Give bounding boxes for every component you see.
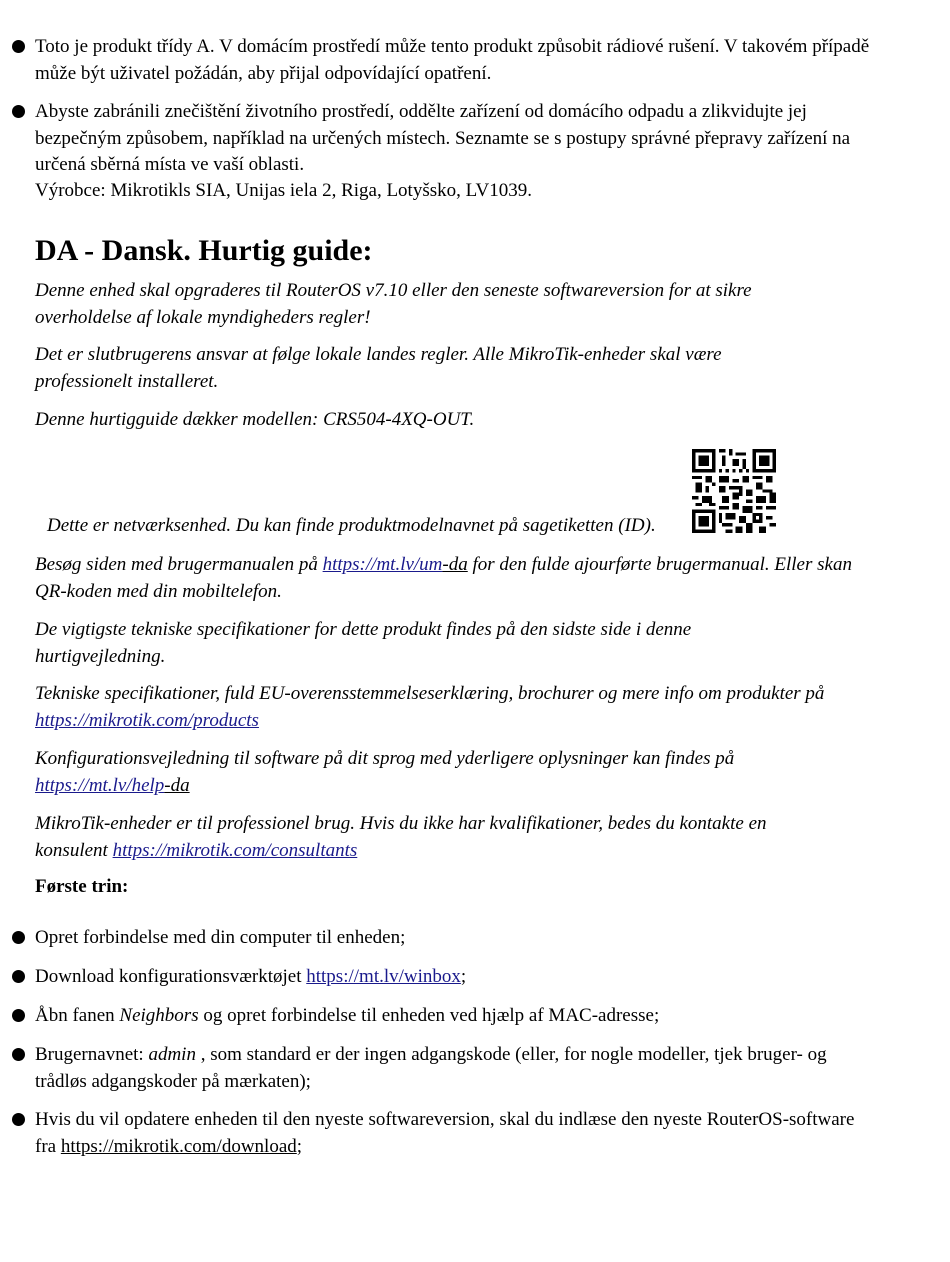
bullet-dot [12, 105, 25, 118]
cz-manufacturer: Výrobce: Mikrotikls SIA, Unijas iela 2, Riga, Lotyšsko, LV1039. [35, 180, 532, 201]
step-username [35, 1042, 855, 1095]
da-heading: DA - Dansk. Hurtig guide: [35, 234, 373, 267]
winbox-link[interactable]: https://mt.lv/winbox [306, 966, 461, 987]
help-link-suffix[interactable]: -da [164, 774, 190, 796]
da-manual-paragraph [35, 552, 865, 605]
products-text: Tekniske specifikationer, fuld EU-overensstemmelseserklæring, brochurer og mere info om produkter på [35, 683, 825, 704]
da-device-notice: Dette er netværksenhed. Du kan finde produktmodelnavnet på sagetiketten (ID). [47, 515, 656, 536]
cz-disposal-notice: Abyste zabránili znečištění životního prostředí, oddělte zařízení od domácího odpadu a zlikvidujte jej bezpečným způsobem, například na určených místech. Seznamte se s postupy správné přepravy zařízení na určená sběrná místa ve vaší oblasti. [35, 101, 851, 175]
download-link[interactable]: https://mikrotik.com/download [60, 1135, 297, 1157]
bullet-dot [12, 931, 25, 944]
first-steps-heading: Første trin: [35, 876, 129, 897]
step-upgrade-text: Hvis du vil opdatere enheden til den nyeste softwareversion, skal du indlæse den nyeste RouterOS-software fra [35, 1109, 855, 1157]
da-specs-notice: De vigtigste tekniske specifikationer for dette produkt findes på den sidste side i denne hurtigvejledning. [35, 619, 692, 667]
manual-link-suffix[interactable]: -da [442, 554, 468, 575]
step-upgrade-punct: ; [296, 1135, 303, 1157]
bullet-dot [12, 40, 25, 53]
step-connect: Opret forbindelse med din computer til enheden; [35, 927, 406, 948]
bullet-dot [12, 970, 25, 983]
step-username-post: , som standard er der ingen adgangskode (eller, for nogle modeller, tjek bruger- og trådløs adgangskoder på mærkaten); [35, 1044, 827, 1092]
da-consultant-paragraph [35, 811, 835, 864]
step-neighbors-post: og opret forbindelse til enheden ved hjælp af MAC-adresse; [203, 1005, 660, 1026]
admin-term: admin [148, 1044, 196, 1065]
cz-class-a-notice: Toto je produkt třídy A. V domácím prostředí může tento produkt způsobit rádiové rušení. V takovém případě může být uživatel požádán, aby přijal odpovídající opatření. [35, 36, 870, 84]
consult-text: MikroTik-enheder er til professionel brug. Hvis du ikke har kvalifikationer, bedes du kontakte en konsulent [35, 813, 767, 861]
help-text: Konfigurationsvejledning til software på dit sprog med yderligere oplysninger kan findes på [35, 748, 735, 769]
step-upgrade [35, 1107, 855, 1160]
help-link[interactable]: https://mt.lv/help [35, 774, 165, 796]
products-link[interactable]: https://mikrotik.com/products [35, 709, 259, 731]
step-neighbors [35, 1003, 875, 1030]
step-neighbors-text: Åbn fanen [35, 1005, 115, 1026]
bullet-dot [12, 1009, 25, 1022]
step-download [35, 964, 875, 991]
neighbors-term: Neighbors [119, 1005, 199, 1026]
consultants-link[interactable]: https://mikrotik.com/consultants [112, 839, 358, 861]
step-download-punct: ; [460, 966, 467, 987]
step-download-text: Download konfigurationsværktøjet [35, 966, 302, 987]
da-responsibility-notice: Det er slutbrugerens ansvar at følge lokale landes regler. Alle MikroTik-enheder skal være professionelt installeret. [35, 344, 722, 392]
da-model-notice: Denne hurtigguide dækker modellen: CRS504-4XQ-OUT. [35, 409, 475, 430]
manual-post-text: for den fulde ajourførte brugermanual. Eller skan QR-koden med din mobiltelefon. [35, 554, 852, 602]
da-help-paragraph [35, 746, 765, 799]
manual-text: Besøg siden med brugermanualen på [35, 554, 318, 575]
da-upgrade-notice: Denne enhed skal opgraderes til RouterOS v7.10 eller den seneste softwareversion for at sikre overholdelse af lokale myndigheders regler! [35, 280, 752, 328]
da-products-paragraph [35, 681, 865, 734]
manual-link[interactable]: https://mt.lv/um [322, 554, 443, 575]
bullet-dot [12, 1048, 25, 1061]
step-username-text: Brugernavnet: [35, 1044, 144, 1065]
bullet-dot [12, 1113, 25, 1126]
